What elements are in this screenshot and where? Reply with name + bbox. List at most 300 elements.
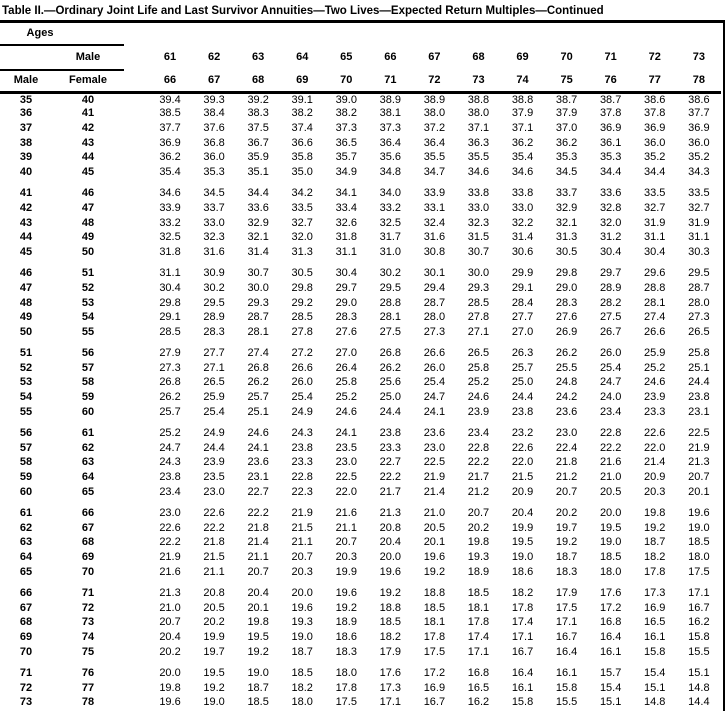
table-row <box>0 325 721 340</box>
multiple-value: 21.7 <box>467 471 490 484</box>
multiple-value: 20.8 <box>203 587 225 600</box>
multiple-value: 28.0 <box>423 311 446 324</box>
multiple-value: 18.7 <box>247 681 269 694</box>
multiple-value: 30.4 <box>599 245 622 258</box>
multiple-value: 31.0 <box>379 245 402 258</box>
multiple-value: 18.6 <box>335 630 357 643</box>
multiple-value: 28.1 <box>379 311 402 324</box>
multiple-value: 26.5 <box>203 376 225 389</box>
multiple-value: 19.7 <box>203 645 225 658</box>
multiple-value: 20.7 <box>467 507 490 520</box>
multiple-value: 20.4 <box>247 587 269 600</box>
multiple-value: 21.0 <box>423 507 446 520</box>
multiple-value: 17.8 <box>467 616 490 629</box>
female-age-stub: 51 <box>81 267 95 280</box>
multiple-value: 37.7 <box>688 107 710 120</box>
table-row <box>0 92 721 107</box>
spacer-cell <box>124 361 148 376</box>
multiple-value: 16.8 <box>467 667 490 680</box>
multiple-value: 16.4 <box>599 630 622 643</box>
multiple-value: 23.1 <box>247 471 269 484</box>
multiple-value: 24.6 <box>247 427 269 440</box>
multiple-value: 27.8 <box>467 311 490 324</box>
multiple-value: 20.7 <box>335 536 357 549</box>
table-row <box>0 506 721 521</box>
multiple-value: 24.4 <box>688 376 710 389</box>
multiple-value: 28.3 <box>203 325 225 338</box>
multiple-value: 39.3 <box>203 93 225 106</box>
multiple-value: 21.8 <box>555 456 578 469</box>
group-gap <box>0 659 721 666</box>
multiple-value: 36.8 <box>203 136 225 149</box>
multiple-value: 34.6 <box>467 165 490 178</box>
multiple-value: 32.9 <box>247 216 269 229</box>
male-age-stub: 37 <box>19 121 33 134</box>
multiple-value: 29.0 <box>335 296 357 309</box>
multiple-value: 17.9 <box>555 587 578 600</box>
multiple-value: 23.3 <box>379 441 402 454</box>
female-age-header: 76 <box>589 70 633 92</box>
multiple-value: 33.0 <box>467 201 490 214</box>
multiple-value: 37.3 <box>335 121 357 134</box>
multiple-value: 34.8 <box>379 165 402 178</box>
multiple-value: 33.5 <box>644 187 666 200</box>
multiple-value: 18.5 <box>291 667 313 680</box>
multiple-value: 35.3 <box>599 151 622 164</box>
multiple-value: 31.1 <box>159 267 181 280</box>
spacer-cell <box>124 405 148 420</box>
male-age-stub: 65 <box>19 565 33 578</box>
multiple-value: 33.2 <box>159 216 181 229</box>
female-age-stub: 73 <box>81 616 95 629</box>
multiple-value: 31.5 <box>467 231 490 244</box>
multiple-value: 32.9 <box>555 201 578 214</box>
multiple-value: 16.1 <box>511 681 534 694</box>
multiple-value: 25.4 <box>599 361 622 374</box>
multiple-value: 17.4 <box>511 616 534 629</box>
multiple-value: 19.0 <box>247 667 269 680</box>
female-age-header: 69 <box>280 70 324 92</box>
multiple-value: 17.5 <box>555 601 578 614</box>
multiple-value: 31.1 <box>644 231 666 244</box>
multiple-value: 18.0 <box>599 565 622 578</box>
multiple-value: 29.5 <box>203 296 225 309</box>
multiple-value: 19.5 <box>599 521 622 534</box>
female-age-stub: 50 <box>81 245 95 258</box>
spacer-cell <box>124 92 148 107</box>
multiple-value: 24.6 <box>467 391 490 404</box>
multiple-value: 35.4 <box>159 165 181 178</box>
male-age-stub: 69 <box>19 630 33 643</box>
multiple-value: 29.9 <box>511 267 534 280</box>
table-row <box>0 150 721 165</box>
multiple-value: 26.2 <box>159 391 181 404</box>
spacer-cell <box>124 245 148 260</box>
multiple-value: 19.3 <box>291 616 313 629</box>
multiple-value: 34.0 <box>379 187 402 200</box>
multiple-value: 25.7 <box>511 361 534 374</box>
multiple-value: 17.8 <box>644 565 666 578</box>
female-age-stub: 70 <box>81 565 95 578</box>
multiple-value: 27.7 <box>511 311 534 324</box>
multiple-value: 33.8 <box>467 187 490 200</box>
multiple-value: 19.8 <box>467 536 490 549</box>
male-ages-row <box>0 45 721 70</box>
multiple-value: 15.8 <box>555 681 578 694</box>
multiple-value: 26.0 <box>291 376 313 389</box>
multiple-value: 20.0 <box>159 667 181 680</box>
male-age-header: 69 <box>516 51 529 63</box>
table-row <box>0 601 721 616</box>
multiple-value: 33.6 <box>247 201 269 214</box>
multiple-value: 35.5 <box>467 151 490 164</box>
multiple-value: 25.9 <box>644 347 666 360</box>
multiple-value: 17.8 <box>423 630 446 643</box>
spacer-cell <box>124 187 148 202</box>
male-age-header: 63 <box>252 51 265 63</box>
multiple-value: 37.9 <box>555 107 578 120</box>
multiple-value: 15.4 <box>644 667 666 680</box>
female-age-stub: 46 <box>81 187 95 200</box>
group-gap-cell <box>0 340 721 347</box>
spacer-cell <box>124 601 148 616</box>
female-age-stub: 72 <box>81 601 95 614</box>
female-age-stub: 66 <box>81 507 95 520</box>
multiple-value: 33.9 <box>159 201 181 214</box>
multiple-value: 22.7 <box>379 456 402 469</box>
table-title: Table II.—Ordinary Joint Life and Last Survivor Annuities—Two Lives—Expected Return Multiples—Continued <box>2 5 604 17</box>
multiple-value: 21.1 <box>203 565 225 578</box>
multiple-value: 26.3 <box>511 347 534 360</box>
multiple-value: 24.1 <box>423 405 446 418</box>
multiple-value: 23.8 <box>688 391 710 404</box>
multiple-value: 19.6 <box>423 551 446 564</box>
multiple-value: 28.7 <box>688 281 710 294</box>
multiple-value: 19.9 <box>203 630 225 643</box>
multiple-value: 21.5 <box>291 521 313 534</box>
multiple-value: 30.4 <box>335 267 357 280</box>
multiple-value: 19.8 <box>247 616 269 629</box>
multiple-value: 32.8 <box>599 201 622 214</box>
multiple-value: 21.3 <box>379 507 402 520</box>
multiple-value: 19.2 <box>335 601 357 614</box>
multiple-value: 32.0 <box>599 216 622 229</box>
multiple-value: 18.9 <box>335 616 357 629</box>
male-age-stub: 36 <box>19 107 33 120</box>
multiple-value: 21.4 <box>247 536 269 549</box>
multiple-value: 30.0 <box>467 267 490 280</box>
multiple-value: 36.2 <box>511 136 534 149</box>
multiple-value: 27.6 <box>335 325 357 338</box>
multiple-value: 21.4 <box>423 485 446 498</box>
spacer-cell <box>124 107 148 122</box>
multiple-value: 33.4 <box>335 201 357 214</box>
multiple-value: 28.3 <box>555 296 578 309</box>
male-age-stub: 52 <box>19 361 33 374</box>
group-gap <box>0 260 721 267</box>
male-age-header: 72 <box>648 51 661 63</box>
male-age-stub: 60 <box>19 485 33 498</box>
table-row <box>0 310 721 325</box>
multiple-value: 27.8 <box>291 325 313 338</box>
multiple-value: 29.6 <box>644 267 666 280</box>
multiple-value: 22.2 <box>599 441 622 454</box>
multiple-value: 33.0 <box>203 216 225 229</box>
ages-label: Ages <box>0 23 124 45</box>
spacer-cell <box>124 390 148 405</box>
multiple-value: 30.4 <box>159 281 181 294</box>
multiple-value: 21.9 <box>159 551 181 564</box>
multiple-value: 36.6 <box>291 136 313 149</box>
multiple-value: 30.8 <box>423 245 446 258</box>
male-age-stub: 70 <box>19 645 33 658</box>
male-age-stub: 40 <box>19 165 33 178</box>
multiple-value: 21.1 <box>247 551 269 564</box>
multiple-value: 34.6 <box>511 165 534 178</box>
female-age-stub: 61 <box>81 427 95 440</box>
female-age-stub: 62 <box>81 441 95 454</box>
spacer-cell <box>124 630 148 645</box>
multiple-value: 32.7 <box>644 201 666 214</box>
multiple-value: 28.5 <box>159 325 181 338</box>
table-row <box>0 405 721 420</box>
multiple-value: 36.2 <box>159 151 181 164</box>
multiple-value: 22.2 <box>159 536 181 549</box>
multiple-value: 24.7 <box>599 376 622 389</box>
multiple-value: 36.9 <box>599 121 622 134</box>
multiple-value: 20.4 <box>159 630 181 643</box>
multiple-value: 18.1 <box>467 601 490 614</box>
multiple-value: 39.1 <box>291 93 313 106</box>
multiple-value: 18.2 <box>644 551 666 564</box>
multiple-value: 20.0 <box>291 587 313 600</box>
multiple-value: 22.7 <box>247 485 269 498</box>
multiple-value: 20.3 <box>291 565 313 578</box>
multiple-value: 26.2 <box>555 347 578 360</box>
multiple-value: 22.5 <box>688 427 710 440</box>
table-row <box>0 165 721 180</box>
female-age-stub: 45 <box>81 165 95 178</box>
female-age-stub: 56 <box>81 347 95 360</box>
multiple-value: 21.7 <box>379 485 402 498</box>
multiple-value: 37.3 <box>379 121 402 134</box>
multiple-value: 19.6 <box>291 601 313 614</box>
multiple-value: 34.4 <box>599 165 622 178</box>
multiple-value: 16.1 <box>644 630 666 643</box>
multiple-value: 36.1 <box>599 136 622 149</box>
multiple-value: 20.5 <box>203 601 225 614</box>
male-age-stub: 59 <box>19 471 33 484</box>
female-age-stub: 78 <box>81 696 95 709</box>
spacer-cell <box>124 45 148 70</box>
multiple-value: 23.4 <box>467 427 490 440</box>
multiple-value: 23.6 <box>247 456 269 469</box>
spacer-cell <box>124 201 148 216</box>
multiple-value: 22.8 <box>291 471 313 484</box>
multiple-value: 23.6 <box>423 427 446 440</box>
multiple-value: 29.2 <box>291 296 313 309</box>
multiple-value: 19.6 <box>379 565 402 578</box>
male-age-stub: 56 <box>19 427 33 440</box>
multiple-value: 15.5 <box>555 696 578 709</box>
multiple-value: 37.1 <box>511 121 534 134</box>
multiple-value: 26.5 <box>467 347 490 360</box>
multiple-value: 25.8 <box>467 361 490 374</box>
male-age-header: 71 <box>604 51 617 63</box>
multiple-value: 26.6 <box>644 325 666 338</box>
multiple-value: 36.3 <box>467 136 490 149</box>
spacer-cell <box>124 230 148 245</box>
multiple-value: 24.3 <box>159 456 181 469</box>
multiple-value: 18.8 <box>423 587 446 600</box>
table-row <box>0 586 721 601</box>
multiple-value: 16.7 <box>555 630 578 643</box>
spacer-cell <box>124 310 148 325</box>
group-gap-cell <box>0 419 721 426</box>
group-gap-cell <box>0 659 721 666</box>
multiple-value: 18.5 <box>467 587 490 600</box>
multiple-value: 23.8 <box>379 427 402 440</box>
multiple-value: 37.0 <box>555 121 578 134</box>
multiple-value: 27.0 <box>511 325 534 338</box>
multiple-value: 19.6 <box>335 587 357 600</box>
male-age-stub: 42 <box>19 201 33 214</box>
multiple-value: 16.2 <box>688 616 710 629</box>
multiple-value: 34.5 <box>555 165 578 178</box>
multiple-value: 35.8 <box>291 151 313 164</box>
table-row <box>0 187 721 202</box>
group-gap-cell <box>0 579 721 586</box>
multiple-value: 35.3 <box>203 165 225 178</box>
ages-header-row <box>0 23 721 45</box>
multiple-value: 31.8 <box>335 231 357 244</box>
multiple-value: 32.3 <box>203 231 225 244</box>
multiple-value: 21.3 <box>688 456 710 469</box>
table-row <box>0 696 721 711</box>
multiple-value: 24.0 <box>599 391 622 404</box>
multiple-value: 16.2 <box>467 696 490 709</box>
multiple-value: 21.8 <box>247 521 269 534</box>
table-row <box>0 296 721 311</box>
female-age-header: 77 <box>633 70 677 92</box>
multiple-value: 22.3 <box>291 485 313 498</box>
female-age-header: 73 <box>456 70 500 92</box>
multiple-value: 35.0 <box>291 165 313 178</box>
multiple-value: 24.9 <box>203 427 225 440</box>
multiple-value: 25.7 <box>247 391 269 404</box>
multiple-value: 24.9 <box>291 405 313 418</box>
male-age-stub: 66 <box>19 587 33 600</box>
female-age-stub: 41 <box>81 107 95 120</box>
multiple-value: 23.0 <box>203 485 225 498</box>
male-age-stub: 61 <box>19 507 33 520</box>
multiple-value: 32.0 <box>291 231 313 244</box>
multiple-value: 21.9 <box>423 471 446 484</box>
multiple-value: 26.8 <box>379 347 402 360</box>
table-row <box>0 267 721 282</box>
group-gap-cell <box>0 260 721 267</box>
female-age-stub: 67 <box>81 521 95 534</box>
multiple-value: 22.6 <box>644 427 666 440</box>
multiple-value: 21.4 <box>644 456 666 469</box>
male-age-header: 70 <box>560 51 573 63</box>
multiple-value: 30.2 <box>203 281 225 294</box>
multiple-value: 37.1 <box>467 121 490 134</box>
multiple-value: 25.4 <box>203 405 225 418</box>
multiple-value: 28.5 <box>291 311 313 324</box>
multiple-value: 33.9 <box>423 187 446 200</box>
multiple-value: 23.9 <box>467 405 490 418</box>
multiple-value: 20.7 <box>291 551 313 564</box>
multiple-value: 27.1 <box>203 361 225 374</box>
female-age-stub: 54 <box>81 311 95 324</box>
multiple-value: 35.7 <box>335 151 357 164</box>
spacer-cell <box>124 281 148 296</box>
multiple-value: 25.4 <box>423 376 446 389</box>
male-age-header: 68 <box>472 51 485 63</box>
group-gap <box>0 180 721 187</box>
spacer-cell <box>124 216 148 231</box>
spacer-cell <box>124 470 148 485</box>
multiple-value: 23.3 <box>644 405 666 418</box>
female-ages-row <box>0 70 721 92</box>
multiple-value: 15.1 <box>688 667 710 680</box>
group-gap-cell <box>0 180 721 187</box>
multiple-value: 33.2 <box>379 201 402 214</box>
multiple-value: 27.3 <box>688 311 710 324</box>
multiple-value: 22.8 <box>467 441 490 454</box>
multiple-value: 31.6 <box>203 245 225 258</box>
female-age-stub: 60 <box>81 405 95 418</box>
male-age-stub: 49 <box>19 311 33 324</box>
spacer-cell <box>124 136 148 151</box>
male-age-stub: 63 <box>19 536 33 549</box>
multiple-value: 23.9 <box>203 456 225 469</box>
female-age-stub: 48 <box>81 216 95 229</box>
female-age-stub: 74 <box>81 630 95 643</box>
multiple-value: 38.8 <box>511 93 534 106</box>
multiple-value: 25.2 <box>644 361 666 374</box>
multiple-value: 37.6 <box>203 121 225 134</box>
multiple-value: 28.5 <box>467 296 490 309</box>
multiple-value: 31.9 <box>688 216 710 229</box>
multiple-value: 19.2 <box>555 536 578 549</box>
multiple-value: 22.8 <box>599 427 622 440</box>
multiple-value: 26.6 <box>423 347 446 360</box>
female-age-stub: 52 <box>81 281 95 294</box>
multiple-value: 38.0 <box>423 107 446 120</box>
multiple-value: 28.1 <box>644 296 666 309</box>
multiple-value: 22.0 <box>511 456 534 469</box>
multiple-value: 23.0 <box>423 441 446 454</box>
table-row <box>0 281 721 296</box>
group-gap <box>0 499 721 506</box>
multiple-value: 17.3 <box>379 681 402 694</box>
spacer-cell <box>124 296 148 311</box>
female-age-stub: 75 <box>81 645 95 658</box>
multiple-value: 31.7 <box>379 231 402 244</box>
spacer-cell <box>124 550 148 565</box>
multiple-value: 27.5 <box>599 311 622 324</box>
spacer-cell <box>124 666 148 681</box>
multiple-value: 18.2 <box>379 630 402 643</box>
female-age-stub: 76 <box>81 667 95 680</box>
multiple-value: 35.3 <box>555 151 578 164</box>
multiple-value: 16.1 <box>555 667 578 680</box>
female-age-stub: 40 <box>81 93 95 106</box>
multiple-value: 16.7 <box>423 696 446 709</box>
multiple-value: 30.5 <box>291 267 313 280</box>
